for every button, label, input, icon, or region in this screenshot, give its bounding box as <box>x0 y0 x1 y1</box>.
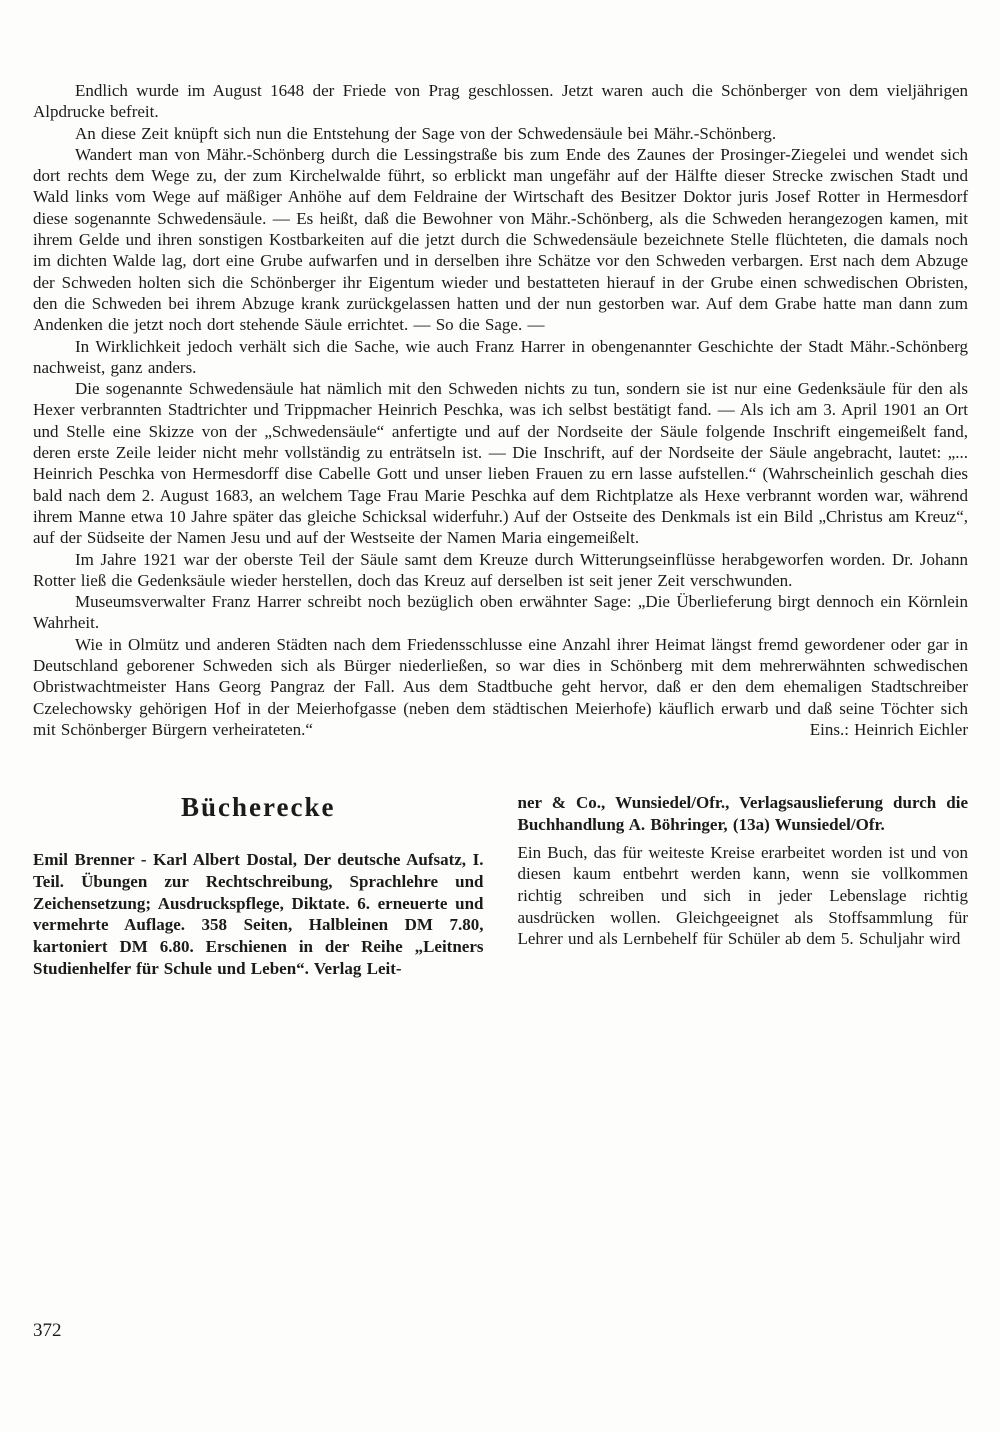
paragraph: In Wirklichkeit jedoch verhält sich die Sache, wie auch Franz Harrer in obengenannter Geschichte der Stadt Mähr.-Schönberg nachweist, ganz anders. <box>33 336 968 377</box>
left-column <box>33 792 484 979</box>
buecherecke-section <box>33 792 968 979</box>
right-column <box>518 792 969 979</box>
paragraph-text: Wie in Olmütz und anderen Städten nach dem Friedensschlusse eine Anzahl ihrer Heimat längst fremd gewordener oder gar in Deutschland geborener Schweden sich als Bürger niederließen, so war dies in Schönberg mit dem mehrerwähnten schwedischen Obristwachtmeister Hans Georg Pangraz der Fall. Aus dem Stadtbuche geht hervor, daß er den dem ehemaligen Stadtschreiber Czelechowsky gehörigen Hof in der Meierhofgasse (neben dem städtischen Meierhofe) käuflich erwarb und daß seine Töchter sich mit Schönberger Bürgern verheirateten.“ <box>33 634 968 739</box>
paragraph: Endlich wurde im August 1648 der Friede von Prag geschlossen. Jetzt waren auch die Schönberger von dem vieljährigen Alpdrucke befreit. <box>33 81 968 122</box>
paragraph: An diese Zeit knüpft sich nun die Entstehung der Sage von der Schwedensäule bei Mähr.-Schönberg. <box>75 123 777 143</box>
paragraph: Museumsverwalter Franz Harrer schreibt noch bezüglich oben erwähnter Sage: „Die Überlieferung birgt dennoch ein Körnlein Wahrheit. <box>33 592 968 633</box>
section-heading: Bücherecke <box>181 792 336 823</box>
book-review-text: Ein Buch, das für weiteste Kreise erarbeitet worden ist und von diesen kaum entbehrt werden kann, wenn sie vollkommen richtig schreiben und sich in jeder Lebenslage richtig ausdrücken wollen. Gleichgeeignet als Stoffsammlung für Lehrer und als Lernbehelf für Schüler ab dem 5. Schuljahr wird <box>517 842 968 949</box>
article-body <box>33 80 968 740</box>
signature: Eins.: Heinrich Eichler <box>809 719 968 739</box>
paragraph-with-signature <box>33 634 968 740</box>
paragraph: Die sogenannte Schwedensäule hat nämlich mit den Schweden nichts zu tun, sondern sie ist nur eine Gedenksäule für den als Hexer verbrannten Stadtrichter und Trippmacher Heinrich Peschka, was ich selbst bestätigt fand. — Als ich am 3. April 1901 an Ort und Stelle eine Skizze von der „Schwedensäule“ anfertigte und auf der Nordseite der Säule folgende Inschrift eingemeißelt fand, deren erste Zeile leider nicht mehr vollständig zu enträtseln ist. — Die Inschrift, auf der Nordseite der Säule angebracht, lautet: „... Heinrich Peschka von Hermesdorff dise Cabelle Gott und unser lieben Frauen zu ern lasse aufstellen.“ (Wahrscheinlich geschah dies bald nach dem 2. August 1683, an welchem Tage Frau Marie Peschka auf dem Richtplatze als Hexe verbrannt worden war, während ihrem Manne etwa 10 Jahre später das gleiche Schicksal widerfuhr.) Auf der Ostseite des Denkmals ist ein Bild „Christus am Kreuz“, auf der Südseite der Namen Jesu und auf der Westseite der Namen Maria eingemeißelt. <box>33 379 968 548</box>
book-review-lead-continued: ner & Co., Wunsiedel/Ofr., Verlagsauslieferung durch die Buchhandlung A. Böhringer, (13a) Wunsiedel/Ofr. <box>517 793 968 834</box>
page-number: 372 <box>33 1320 62 1341</box>
paragraph: Wandert man von Mähr.-Schönberg durch die Lessingstraße bis zum Ende des Zaunes der Prosinger-Ziegelei und wendet sich dort rechts dem Wege zu, der zum Kirchelwalde führt, so erblickt man ungefähr auf der Hälfte dieser Strecke zwischen Stadt und Wald links vom Wege auf mäßiger Anhöhe auf dem Feldraine der Wirtschaft des Besitzer Doktor juris Josef Rotter in Hermesdorf diese sogenannte Schwedensäule. — Es heißt, daß die Bewohner von Mähr.-Schönberg, als die Schweden herangezogen kamen, mit ihrem Gelde und ihren sonstigen Kostbarkeiten auf die jetzt durch die Schwedensäule bezeichnete Stelle flüchteten, die damals noch im dichten Walde lag, dort eine Grube aufwarfen und in derselben ihre Schätze vor den Schweden verbargen. Erst nach dem Abzuge der Schweden holten sich die Schönberger ihr Eigentum wieder und bestatteten hierauf in der Grube einen schwedischen Obristen, den die Schweden bei ihrem Abzuge krank zurückgelassen hatten und der nun gestorben war. Auf dem Grabe hatte man dann zum Andenken die jetzt noch dort stehende Säule errichtet. — So die Sage. — <box>33 144 968 335</box>
book-review-lead: Emil Brenner - Karl Albert Dostal, Der deutsche Aufsatz, I. Teil. Übungen zur Rechtschreibung, Sprachlehre und Zeichensetzung; Ausdruckspflege, Diktate. 6. erneuerte und vermehrte Auflage. 358 Seiten, Halbleinen DM 7.80, kartoniert DM 6.80. Erschienen in der Reihe „Leitners Studienhelfer für Schule und Leben“. Verlag Leit- <box>33 850 484 978</box>
paragraph: Im Jahre 1921 war der oberste Teil der Säule samt dem Kreuze durch Witterungseinflüsse herabgeworfen worden. Dr. Johann Rotter ließ die Gedenksäule wieder herstellen, doch das Kreuz auf derselben ist seit jener Zeit verschwunden. <box>33 549 968 590</box>
